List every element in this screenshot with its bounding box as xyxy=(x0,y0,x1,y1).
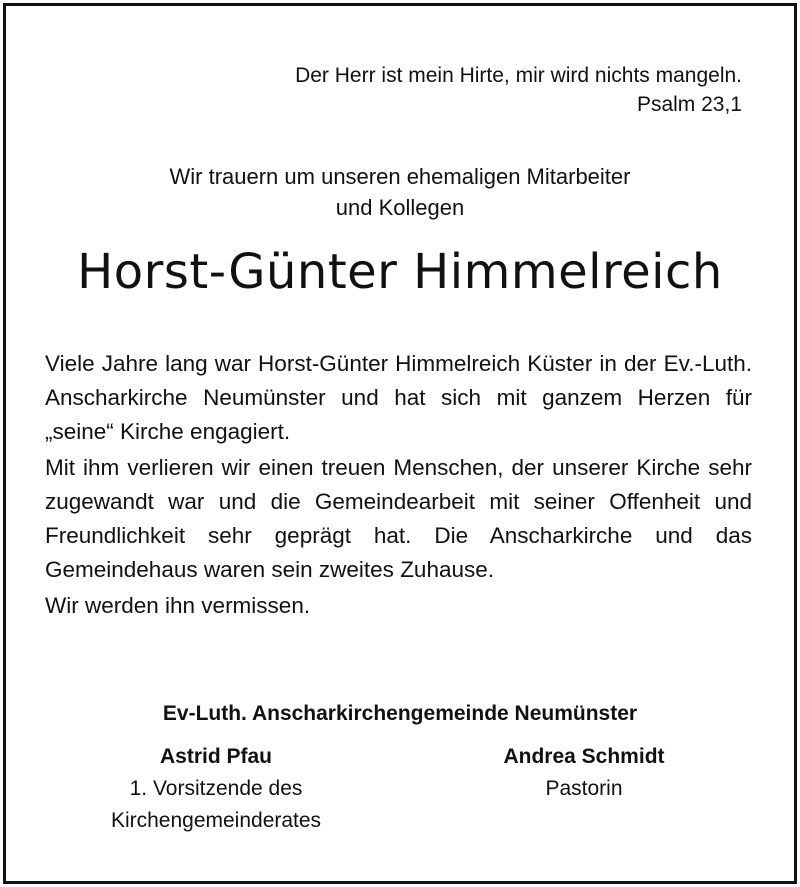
signatory-1 xyxy=(66,741,366,837)
paragraph: Viele Jahre lang war Horst-Günter Himmelreich Küster in der Ev.-Luth. Anscharkirche Neumünster und hat sich mit ganzem Herzen für „seine“ Kirche engagiert. xyxy=(45,351,752,444)
paragraph: Mit ihm verlieren wir einen treuen Menschen, der unserer Kirche sehr zugewandt war und die Gemeindearbeit mit seiner Offenheit und Freundlichkeit sehr geprägt hat. Die Anscharkirche und das Gemeindehaus waren sein zweites Zuhause. xyxy=(45,455,752,582)
mourning-intro-line-2: und Kollegen xyxy=(335,195,465,220)
signatory-2 xyxy=(434,741,734,805)
bible-verse-text: Der Herr ist mein Hirte, mir wird nichts mangeln. xyxy=(295,64,742,87)
signatory-name: Astrid Pfau xyxy=(159,745,272,768)
deceased-name: Horst-Günter Himmelreich xyxy=(77,244,723,300)
obituary-notice xyxy=(3,3,797,884)
mourning-intro xyxy=(6,161,794,223)
obituary-text xyxy=(45,347,752,625)
paragraph: Wir werden ihn vermissen. xyxy=(45,593,311,618)
signatory-role: 1. Vorsitzende des xyxy=(129,777,303,800)
bible-verse-reference: Psalm 23,1 xyxy=(636,93,742,116)
signatory-name: Andrea Schmidt xyxy=(503,745,665,768)
signatory-role: Pastorin xyxy=(545,777,623,800)
mourning-intro-line-1: Wir trauern um unseren ehemaligen Mitarbeiter xyxy=(169,164,631,189)
organization-name: Ev-Luth. Anscharkirchengemeinde Neumünster xyxy=(162,702,638,725)
bible-verse xyxy=(295,61,742,119)
signatory-role: Kirchengemeinderates xyxy=(110,809,322,832)
